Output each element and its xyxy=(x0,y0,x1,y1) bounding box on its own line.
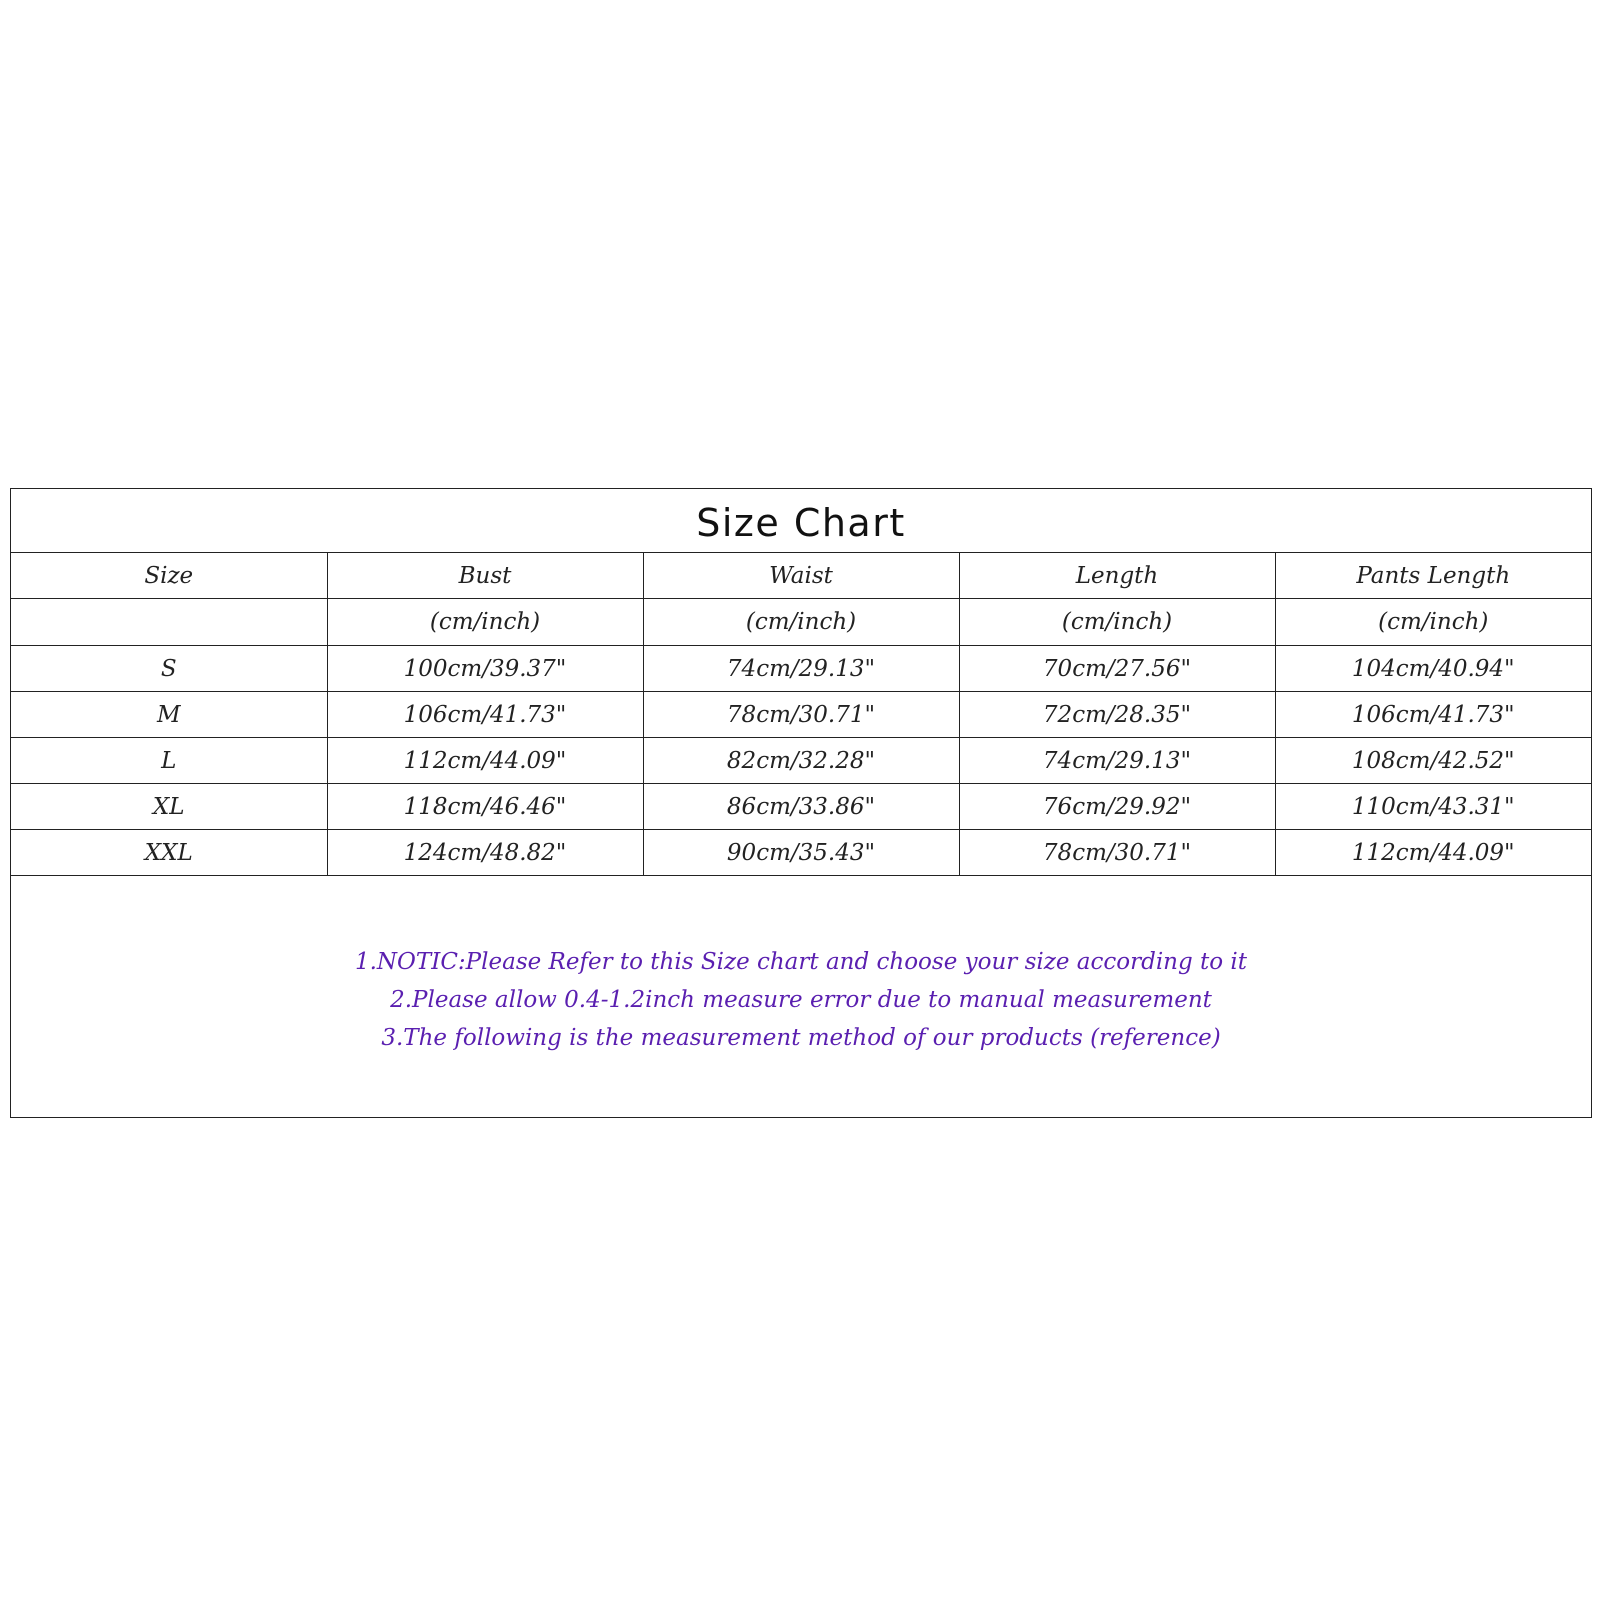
length-cell: 74cm/29.13" xyxy=(959,738,1275,784)
header-row xyxy=(11,553,1591,599)
size-chart xyxy=(10,488,1592,1118)
waist-cell: 78cm/30.71" xyxy=(643,692,959,738)
note-line: 2.Please allow 0.4-1.2inch measure error due to manual measurement xyxy=(390,987,1212,1013)
note-line: 3.The following is the measurement method of our products (reference) xyxy=(381,1025,1221,1051)
size-table xyxy=(11,553,1591,876)
bust-cell: 106cm/41.73" xyxy=(327,692,643,738)
table-row xyxy=(11,738,1591,784)
pants-length-cell: 104cm/40.94" xyxy=(1275,646,1591,692)
length-cell: 72cm/28.35" xyxy=(959,692,1275,738)
unit-bust: (cm/inch) xyxy=(327,599,643,646)
unit-waist: (cm/inch) xyxy=(643,599,959,646)
unit-pants-length: (cm/inch) xyxy=(1275,599,1591,646)
note-line: 1.NOTIC:Please Refer to this Size chart and choose your size according to it xyxy=(354,949,1248,975)
size-cell: XXL xyxy=(11,830,327,876)
header-pants-length: Pants Length xyxy=(1275,553,1591,599)
header-size: Size xyxy=(11,553,327,599)
bust-cell: 112cm/44.09" xyxy=(327,738,643,784)
waist-cell: 86cm/33.86" xyxy=(643,784,959,830)
pants-length-cell: 110cm/43.31" xyxy=(1275,784,1591,830)
header-bust: Bust xyxy=(327,553,643,599)
size-cell: S xyxy=(11,646,327,692)
pants-length-cell: 112cm/44.09" xyxy=(1275,830,1591,876)
table-row xyxy=(11,692,1591,738)
chart-title: Size Chart xyxy=(11,489,1591,553)
header-waist: Waist xyxy=(643,553,959,599)
length-cell: 70cm/27.56" xyxy=(959,646,1275,692)
table-row xyxy=(11,830,1591,876)
waist-cell: 74cm/29.13" xyxy=(643,646,959,692)
unit-length: (cm/inch) xyxy=(959,599,1275,646)
bust-cell: 100cm/39.37" xyxy=(327,646,643,692)
table-row xyxy=(11,646,1591,692)
pants-length-cell: 106cm/41.73" xyxy=(1275,692,1591,738)
size-cell: L xyxy=(11,738,327,784)
unit-size xyxy=(11,599,327,646)
unit-row xyxy=(11,599,1591,646)
size-cell: M xyxy=(11,692,327,738)
bust-cell: 124cm/48.82" xyxy=(327,830,643,876)
size-cell: XL xyxy=(11,784,327,830)
table-row xyxy=(11,784,1591,830)
header-length: Length xyxy=(959,553,1275,599)
waist-cell: 82cm/32.28" xyxy=(643,738,959,784)
pants-length-cell: 108cm/42.52" xyxy=(1275,738,1591,784)
length-cell: 76cm/29.92" xyxy=(959,784,1275,830)
length-cell: 78cm/30.71" xyxy=(959,830,1275,876)
bust-cell: 118cm/46.46" xyxy=(327,784,643,830)
notes xyxy=(11,943,1591,1057)
waist-cell: 90cm/35.43" xyxy=(643,830,959,876)
